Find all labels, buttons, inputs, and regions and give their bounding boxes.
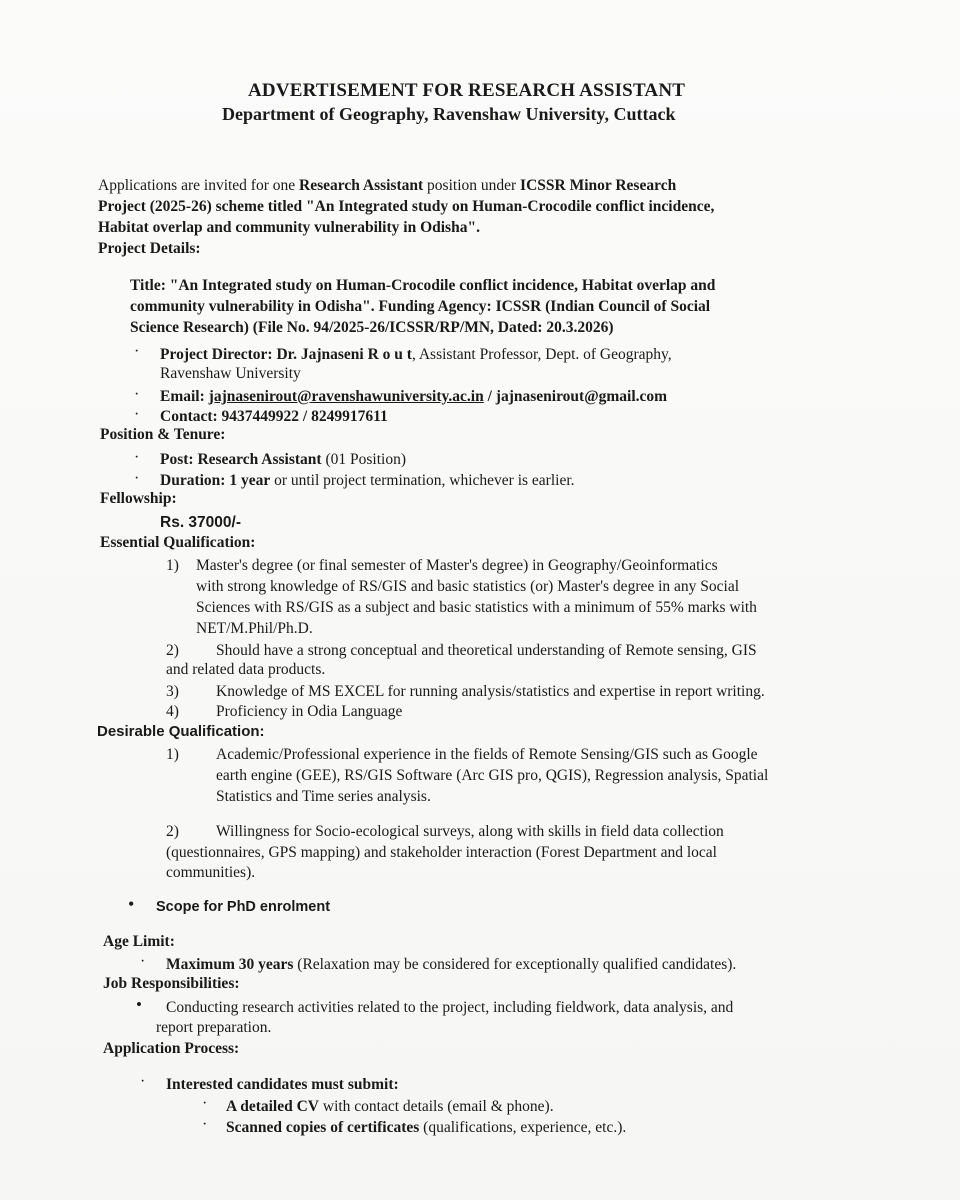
director-affiliation: Ravenshaw University: [160, 365, 301, 382]
intro-bold-scheme: ICSSR Minor Research: [520, 177, 677, 194]
application-heading: Application Process:: [103, 1040, 240, 1057]
essential-item-1-line: NET/M.Phil/Ph.D.: [196, 620, 313, 637]
position-heading: Position & Tenure:: [100, 426, 226, 443]
bullet-icon: ·: [202, 1095, 208, 1112]
bullet-icon: ·: [134, 406, 140, 423]
director-label: Project Director: Dr. Jajnaseni: [160, 346, 368, 363]
duration-detail: or until project termination, whichever is earlier.: [270, 472, 575, 489]
essential-item-number: 4): [166, 703, 179, 720]
bullet-icon: •: [128, 894, 135, 914]
desirable-item-1-line: earth engine (GEE), RS/GIS Software (Arc GIS pro, QGIS), Regression analysis, Spatial: [216, 767, 769, 784]
essential-item-number: 3): [166, 683, 179, 700]
contact-line: Contact: 9437449922 / 8249917611: [160, 408, 388, 425]
director-designation: , Assistant Professor, Dept. of Geography,: [411, 346, 672, 363]
intro-text: Applications are invited for one: [98, 177, 300, 194]
document-subtitle: Department of Geography, Ravenshaw University, Cuttack: [222, 104, 676, 124]
intro-text: position under: [423, 177, 521, 194]
age-relaxation: (Relaxation may be considered for exceptionally qualified candidates).: [293, 956, 737, 973]
bullet-icon: ·: [140, 1073, 146, 1090]
desirable-heading: Desirable Qualification:: [97, 723, 265, 740]
essential-item-1-line: Master's degree (or final semester of Master's degree) in Geography/Geoinformatics: [196, 557, 718, 574]
essential-item-2-line: Should have a strong conceptual and theoretical understanding of Remote sensing, GIS: [216, 642, 757, 659]
duration-line: [160, 471, 575, 491]
phd-scope: Scope for PhD enrolment: [156, 899, 331, 915]
director-surname: R o u t: [367, 346, 412, 363]
age-max: Maximum 30 years: [166, 956, 294, 973]
project-title-line-3: Science Research) (File No. 94/2025-26/ICSSR/RP/MN, Dated: 20.3.2026): [130, 319, 614, 336]
age-heading: Age Limit:: [103, 933, 175, 950]
desirable-item-number: 2): [166, 823, 179, 840]
certificates-detail: (qualifications, experience, etc.).: [419, 1119, 627, 1136]
essential-item-number: 2): [166, 642, 179, 659]
email-secondary: / jajnasenirout@gmail.com: [483, 388, 668, 405]
application-certificates: [226, 1118, 626, 1138]
desirable-item-number: 1): [166, 746, 179, 763]
desirable-item-1-line: Statistics and Time series analysis.: [216, 788, 431, 805]
email-primary-link[interactable]: jajnasenirout@ravenshawuniversity.ac.in: [208, 388, 484, 405]
document-title: ADVERTISEMENT FOR RESEARCH ASSISTANT: [248, 80, 686, 101]
essential-item-2-line: and related data products.: [166, 661, 326, 678]
essential-heading: Essential Qualification:: [100, 534, 256, 551]
bullet-icon: ·: [134, 343, 140, 360]
essential-item-4-line: Proficiency in Odia Language: [216, 703, 403, 720]
intro-line-3: Habitat overlap and community vulnerability in Odisha".: [98, 219, 480, 236]
intro-bold-position: Research Assistant: [299, 177, 424, 194]
desirable-item-2-line: (questionnaires, GPS mapping) and stakeholder interaction (Forest Department and local: [166, 844, 717, 861]
post-detail: (01 Position): [321, 451, 406, 468]
project-title-line-1: Title: "An Integrated study on Human-Crocodile conflict incidence, Habitat overlap and: [130, 277, 716, 294]
fellowship-amount: Rs. 37000/-: [160, 514, 241, 531]
project-title-line-2: community vulnerability in Odisha". Funding Agency: ICSSR (Indian Council of Social: [130, 298, 711, 315]
project-director: [160, 345, 672, 365]
fellowship-heading: Fellowship:: [100, 490, 177, 507]
cv-detail: with contact details (email & phone).: [319, 1098, 554, 1115]
desirable-item-2-line: communities).: [166, 864, 256, 881]
project-details-heading: Project Details:: [98, 240, 201, 257]
job-line-1: Conducting research activities related to the project, including fieldwork, data analysis, and: [166, 999, 734, 1016]
essential-item-number: 1): [166, 557, 179, 574]
post-label: Post: Research Assistant: [160, 451, 322, 468]
bullet-icon: ·: [134, 386, 140, 403]
bullet-icon: ·: [134, 449, 140, 466]
application-submit: Interested candidates must submit:: [166, 1076, 399, 1093]
bullet-icon: ·: [202, 1116, 208, 1133]
bullet-icon: •: [136, 995, 142, 1014]
job-line-2: report preparation.: [156, 1019, 272, 1036]
email-line: [160, 387, 667, 407]
intro-line-1: [98, 176, 676, 196]
duration-label: Duration: 1 year: [160, 472, 271, 489]
email-label: Email:: [160, 388, 209, 405]
intro-line-2: Project (2025-26) scheme titled "An Integrated study on Human-Crocodile conflict incidence,: [98, 198, 715, 215]
desirable-item-1-line: Academic/Professional experience in the fields of Remote Sensing/GIS such as Google: [216, 746, 758, 763]
desirable-item-2-line: Willingness for Socio-ecological surveys, along with skills in field data collection: [216, 823, 724, 840]
bullet-icon: ·: [140, 953, 146, 970]
cv-label: A detailed CV: [226, 1098, 319, 1115]
application-cv: [226, 1097, 554, 1117]
bullet-icon: ·: [134, 470, 140, 487]
certificates-label: Scanned copies of certificates: [226, 1119, 420, 1136]
age-line: [166, 955, 736, 975]
essential-item-1-line: Sciences with RS/GIS as a subject and basic statistics with a minimum of 55% marks with: [196, 599, 757, 616]
post-line: [160, 450, 406, 470]
essential-item-3-line: Knowledge of MS EXCEL for running analysis/statistics and expertise in report writing.: [216, 683, 765, 700]
essential-item-1-line: with strong knowledge of RS/GIS and basic statistics (or) Master's degree in any Social: [196, 578, 740, 595]
job-heading: Job Responsibilities:: [103, 975, 240, 992]
